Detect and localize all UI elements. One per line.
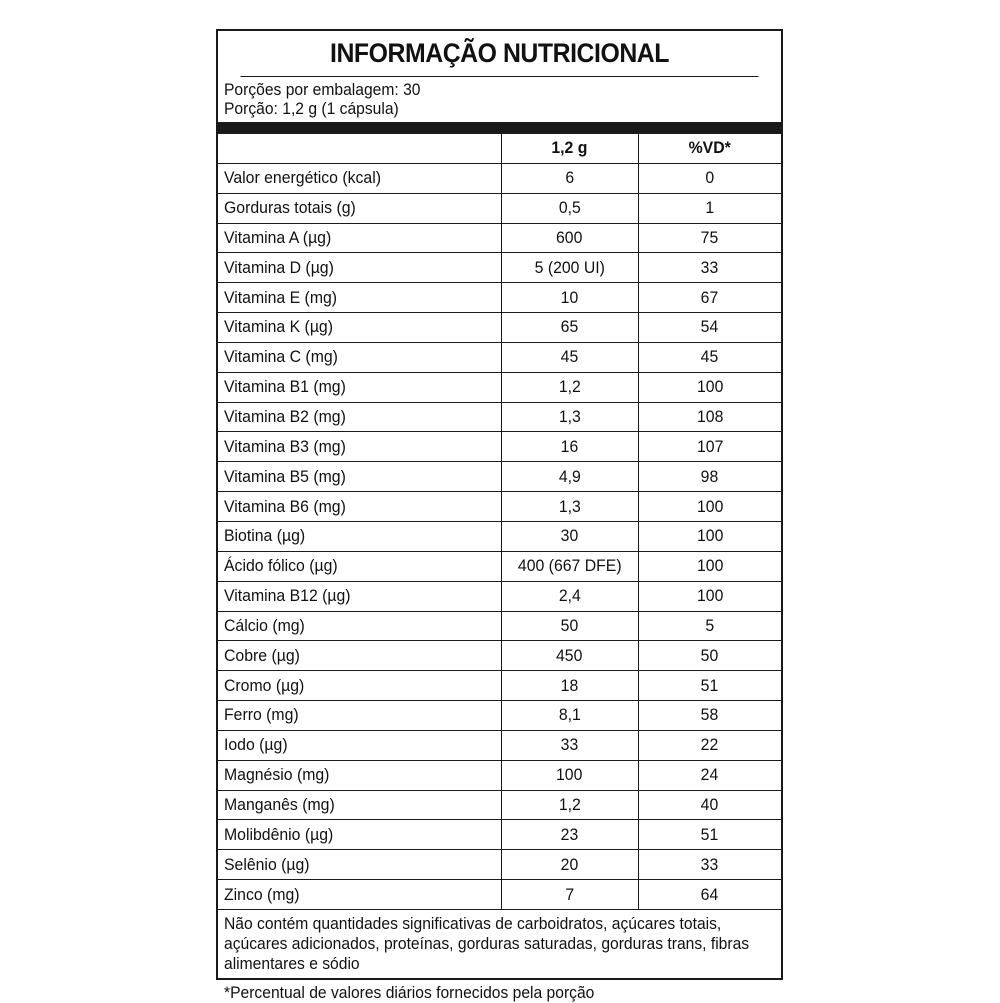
nutrient-name-cell bbox=[218, 820, 501, 850]
nutrient-amount: 20 bbox=[560, 854, 579, 874]
nutrient-name-cell bbox=[218, 163, 501, 193]
nutrient-rows bbox=[218, 163, 781, 909]
nutrient-name-cell bbox=[218, 342, 501, 372]
nutrient-name-cell bbox=[218, 611, 501, 641]
table-row bbox=[218, 521, 781, 551]
nutrient-name: Vitamina A (µg) bbox=[224, 227, 332, 247]
table-row bbox=[218, 880, 781, 910]
table-row bbox=[218, 581, 781, 611]
nutrient-dv-cell bbox=[638, 163, 781, 193]
nutrient-amount: 4,9 bbox=[558, 466, 581, 486]
nutrient-name-cell bbox=[218, 462, 501, 492]
nutrient-amount-cell bbox=[501, 701, 638, 731]
nutrient-amount-cell bbox=[501, 611, 638, 641]
nutrient-dv-cell bbox=[638, 462, 781, 492]
nutrient-dv: 5 bbox=[705, 615, 715, 635]
nutrient-dv-cell bbox=[638, 820, 781, 850]
header-dv-text: %VD* bbox=[688, 138, 731, 158]
nutrient-dv: 100 bbox=[696, 556, 723, 576]
nutrient-dv: 64 bbox=[700, 884, 719, 904]
nutrient-amount: 7 bbox=[565, 884, 574, 904]
nutrient-amount-cell bbox=[501, 551, 638, 581]
nutrient-amount: 1,2 bbox=[558, 377, 581, 397]
nutrient-amount-cell bbox=[501, 342, 638, 372]
table-row bbox=[218, 372, 781, 402]
nutrient-name-cell bbox=[218, 253, 501, 283]
nutrient-name: Selênio (µg) bbox=[224, 854, 310, 874]
nutrient-dv: 33 bbox=[700, 854, 719, 874]
nutrient-name: Manganês (mg) bbox=[224, 794, 335, 814]
nutrient-amount-cell bbox=[501, 730, 638, 760]
nutrient-dv-cell bbox=[638, 342, 781, 372]
nutrient-dv: 100 bbox=[696, 586, 723, 606]
servings-info bbox=[218, 77, 781, 122]
nutrient-name: Vitamina B1 (mg) bbox=[224, 377, 346, 397]
nutrient-dv: 58 bbox=[700, 705, 719, 725]
nutrient-dv: 33 bbox=[700, 257, 719, 277]
nutrient-dv: 51 bbox=[700, 675, 719, 695]
table-row bbox=[218, 671, 781, 701]
nutrient-dv: 51 bbox=[700, 824, 719, 844]
nutrient-dv: 24 bbox=[700, 765, 719, 785]
nutrient-amount-cell bbox=[501, 581, 638, 611]
nutrient-name: Gorduras totais (g) bbox=[224, 198, 356, 218]
nutrient-dv: 40 bbox=[700, 794, 719, 814]
nutrient-name: Vitamina B5 (mg) bbox=[224, 466, 346, 486]
nutrient-name-cell bbox=[218, 581, 501, 611]
footnote-text: *Percentual de valores diários fornecidos pela porção bbox=[224, 982, 595, 1002]
nutrient-amount: 5 (200 UI) bbox=[534, 257, 605, 277]
nutrient-dv: 50 bbox=[700, 645, 719, 665]
nutrient-name: Vitamina K (µg) bbox=[224, 317, 333, 337]
nutrient-amount-cell bbox=[501, 402, 638, 432]
nutrient-name: Biotina (µg) bbox=[224, 526, 306, 546]
nutrient-dv: 100 bbox=[696, 377, 723, 397]
nutrient-name: Valor energético (kcal) bbox=[224, 168, 382, 188]
nutrient-amount-cell bbox=[501, 223, 638, 253]
thick-divider bbox=[218, 122, 781, 134]
dv-footnote bbox=[218, 980, 781, 1003]
nutrient-table bbox=[218, 134, 781, 910]
nutrient-amount: 30 bbox=[560, 526, 579, 546]
nutrient-dv: 22 bbox=[700, 735, 719, 755]
nutrient-dv-cell bbox=[638, 641, 781, 671]
nutrient-amount-cell bbox=[501, 820, 638, 850]
nutrient-name: Iodo (µg) bbox=[224, 735, 288, 755]
note-text: Não contém quantidades significativas de carboidratos, açúcares totais, açúcares adicionados, proteínas, gorduras saturadas, gorduras trans, fibras alimentares e sódio bbox=[224, 913, 750, 973]
nutrient-amount-cell bbox=[501, 372, 638, 402]
nutrient-dv-cell bbox=[638, 730, 781, 760]
nutrient-dv-cell bbox=[638, 790, 781, 820]
nutrient-dv: 107 bbox=[696, 436, 723, 456]
nutrient-amount-cell bbox=[501, 521, 638, 551]
nutrient-dv-cell bbox=[638, 432, 781, 462]
table-row bbox=[218, 432, 781, 462]
nutrient-name: Molibdênio (µg) bbox=[224, 824, 334, 844]
nutrient-dv: 100 bbox=[696, 496, 723, 516]
table-row bbox=[218, 492, 781, 522]
nutrient-dv-cell bbox=[638, 193, 781, 223]
nutrient-dv: 0 bbox=[705, 168, 715, 188]
table-row bbox=[218, 342, 781, 372]
header-dv bbox=[638, 134, 781, 163]
nutrient-amount-cell bbox=[501, 850, 638, 880]
nutrient-name: Cromo (µg) bbox=[224, 675, 305, 695]
table-row bbox=[218, 223, 781, 253]
nutrient-amount: 0,5 bbox=[558, 198, 581, 218]
nutrient-dv: 108 bbox=[696, 407, 723, 427]
nutrient-name-cell bbox=[218, 492, 501, 522]
nutrient-amount: 45 bbox=[560, 347, 579, 367]
nutrient-amount: 400 (667 DFE) bbox=[517, 556, 622, 576]
nutrient-dv-cell bbox=[638, 850, 781, 880]
nutrient-name: Magnésio (mg) bbox=[224, 765, 330, 785]
nutrient-name-cell bbox=[218, 730, 501, 760]
nutrient-name: Cálcio (mg) bbox=[224, 615, 305, 635]
table-header-row bbox=[218, 134, 781, 163]
nutrient-amount-cell bbox=[501, 163, 638, 193]
nutrient-dv-cell bbox=[638, 372, 781, 402]
nutrient-name-cell bbox=[218, 372, 501, 402]
nutrient-amount-cell bbox=[501, 253, 638, 283]
nutrient-amount: 1,3 bbox=[558, 407, 581, 427]
nutrient-dv-cell bbox=[638, 402, 781, 432]
nutrient-dv: 67 bbox=[700, 287, 719, 307]
servings-per-package: Porções por embalagem: 30 bbox=[224, 80, 421, 99]
nutrient-amount: 18 bbox=[560, 675, 579, 695]
nutrient-amount: 450 bbox=[556, 645, 583, 665]
table-row bbox=[218, 730, 781, 760]
header-amount-text: 1,2 g bbox=[551, 138, 588, 158]
label-title: INFORMAÇÃO NUTRICIONAL bbox=[241, 31, 759, 77]
nutrient-name-cell bbox=[218, 223, 501, 253]
nutrient-name-cell bbox=[218, 790, 501, 820]
nutrient-amount-cell bbox=[501, 671, 638, 701]
nutrient-amount: 33 bbox=[560, 735, 579, 755]
nutrient-dv: 98 bbox=[700, 466, 719, 486]
table-row bbox=[218, 760, 781, 790]
nutrient-name: Vitamina D (µg) bbox=[224, 257, 334, 277]
nutrient-name: Vitamina B2 (mg) bbox=[224, 407, 346, 427]
table-row bbox=[218, 641, 781, 671]
table-row bbox=[218, 163, 781, 193]
table-row bbox=[218, 253, 781, 283]
nutrient-name-cell bbox=[218, 551, 501, 581]
table-row bbox=[218, 193, 781, 223]
nutrient-amount-cell bbox=[501, 193, 638, 223]
nutrient-name-cell bbox=[218, 521, 501, 551]
table-row bbox=[218, 850, 781, 880]
nutrient-amount: 6 bbox=[565, 168, 574, 188]
nutrient-name: Vitamina B6 (mg) bbox=[224, 496, 346, 516]
nutrient-amount: 16 bbox=[560, 436, 579, 456]
nutrient-amount: 100 bbox=[556, 765, 583, 785]
nutrient-dv-cell bbox=[638, 880, 781, 910]
nutrient-amount: 1,3 bbox=[558, 496, 581, 516]
not-significant-note bbox=[218, 910, 781, 980]
nutrient-name: Vitamina E (mg) bbox=[224, 287, 338, 307]
nutrient-amount-cell bbox=[501, 432, 638, 462]
nutrient-dv-cell bbox=[638, 701, 781, 731]
nutrient-amount-cell bbox=[501, 313, 638, 343]
nutrient-amount: 8,1 bbox=[558, 705, 581, 725]
nutrient-amount-cell bbox=[501, 880, 638, 910]
nutrient-name: Cobre (µg) bbox=[224, 645, 300, 665]
nutrient-dv: 75 bbox=[700, 227, 719, 247]
nutrient-amount-cell bbox=[501, 790, 638, 820]
portion-size: Porção: 1,2 g (1 cápsula) bbox=[224, 99, 399, 118]
nutrient-dv: 45 bbox=[700, 347, 719, 367]
nutrient-amount-cell bbox=[501, 492, 638, 522]
nutrient-amount: 23 bbox=[560, 824, 579, 844]
nutrient-name-cell bbox=[218, 283, 501, 313]
nutrient-dv: 100 bbox=[696, 526, 723, 546]
nutrient-name: Zinco (mg) bbox=[224, 884, 300, 904]
nutrient-name-cell bbox=[218, 313, 501, 343]
nutrient-amount: 65 bbox=[560, 317, 579, 337]
nutrient-amount: 600 bbox=[556, 227, 583, 247]
nutrient-dv-cell bbox=[638, 313, 781, 343]
nutrient-name-cell bbox=[218, 880, 501, 910]
nutrient-name-cell bbox=[218, 641, 501, 671]
nutrient-dv-cell bbox=[638, 671, 781, 701]
nutrient-amount-cell bbox=[501, 760, 638, 790]
table-row bbox=[218, 283, 781, 313]
table-row bbox=[218, 402, 781, 432]
nutrient-amount-cell bbox=[501, 462, 638, 492]
nutrient-name-cell bbox=[218, 701, 501, 731]
nutrient-name-cell bbox=[218, 432, 501, 462]
nutrient-amount: 50 bbox=[560, 615, 579, 635]
nutrient-name: Vitamina B12 (µg) bbox=[224, 586, 351, 606]
table-row bbox=[218, 611, 781, 641]
nutrition-facts-label bbox=[216, 29, 783, 1002]
nutrient-name-cell bbox=[218, 850, 501, 880]
nutrient-dv-cell bbox=[638, 581, 781, 611]
table-row bbox=[218, 790, 781, 820]
nutrient-dv-cell bbox=[638, 611, 781, 641]
nutrient-dv-cell bbox=[638, 283, 781, 313]
header-amount bbox=[501, 134, 638, 163]
nutrient-name-cell bbox=[218, 193, 501, 223]
nutrient-name-cell bbox=[218, 760, 501, 790]
nutrient-amount: 1,2 bbox=[558, 794, 581, 814]
nutrient-name: Vitamina C (mg) bbox=[224, 347, 338, 367]
nutrient-name: Ferro (mg) bbox=[224, 705, 299, 725]
table-row bbox=[218, 551, 781, 581]
nutrient-dv-cell bbox=[638, 521, 781, 551]
table-row bbox=[218, 462, 781, 492]
nutrient-dv-cell bbox=[638, 492, 781, 522]
table-row bbox=[218, 820, 781, 850]
nutrient-name-cell bbox=[218, 402, 501, 432]
nutrient-dv: 54 bbox=[700, 317, 719, 337]
nutrient-dv-cell bbox=[638, 223, 781, 253]
nutrient-dv: 1 bbox=[705, 198, 715, 218]
nutrient-amount: 2,4 bbox=[558, 586, 581, 606]
nutrient-amount-cell bbox=[501, 283, 638, 313]
nutrient-dv-cell bbox=[638, 760, 781, 790]
header-name bbox=[218, 134, 501, 163]
nutrient-dv-cell bbox=[638, 253, 781, 283]
table-row bbox=[218, 701, 781, 731]
nutrient-name: Vitamina B3 (mg) bbox=[224, 436, 346, 456]
nutrient-amount-cell bbox=[501, 641, 638, 671]
nutrient-name: Ácido fólico (µg) bbox=[224, 556, 338, 576]
table-row bbox=[218, 313, 781, 343]
nutrient-name-cell bbox=[218, 671, 501, 701]
nutrient-dv-cell bbox=[638, 551, 781, 581]
nutrient-amount: 10 bbox=[560, 287, 579, 307]
